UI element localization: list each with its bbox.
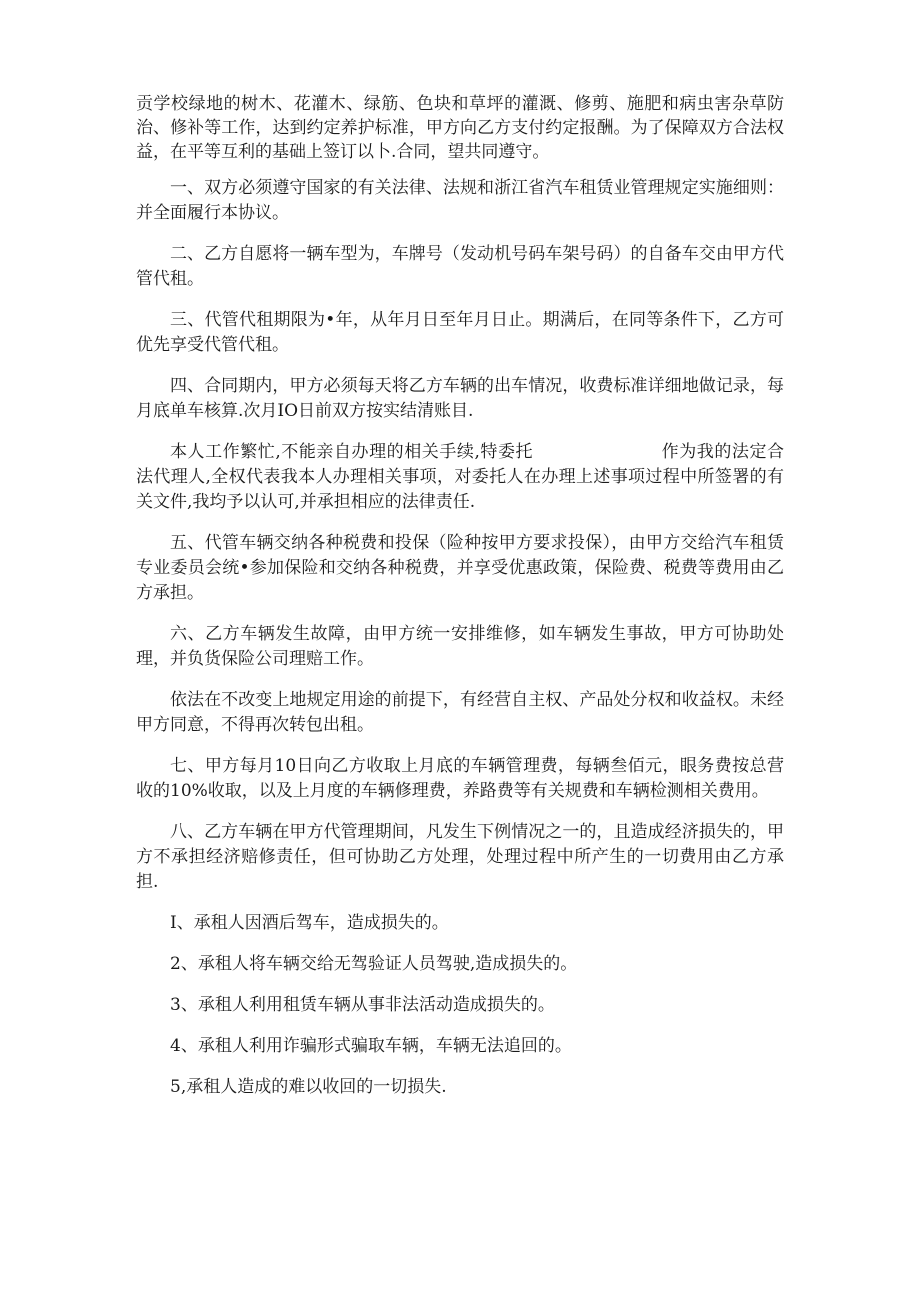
paragraph-clause-6: 六、乙方车辆发生故障，由甲方统一安排维修，如车辆发生事故，甲方可协助处理，并负货保险公司理赔工作。 bbox=[136, 624, 784, 669]
paragraph-clause-5: 五、代管车辆交纳各种税费和投保（险种按甲方要求投保），由甲方交给汽车租赁专业委员会统•参加保险和交纳各种税费，并享受优惠政策，保险费、税费等费用由乙方承担。 bbox=[136, 533, 784, 603]
list-item-1: I、承租人因酒后驾车，造成损失的。 bbox=[170, 913, 449, 933]
paragraph-clause-1: 一、双方必须遵守国家的有关法律、法规和浙江省汽车租赁业管理规定实施细则：并全面履行本协议。 bbox=[136, 178, 784, 223]
paragraph-intro: 贡学校绿地的树木、花灌木、绿筋、色块和草坪的灌溉、修剪、施肥和病虫害杂草防治、修补等工作，达到约定养护标准，甲方向乙方支付约定报酬。为了保障双方合法权益，在平等互利的基础上签订以卜.合同，望共同遵守。 bbox=[136, 94, 784, 162]
authorization-text-after: 作为我的法定合法代理人,全权代表我本人办理相关事项，对委托人在办理上述事项过程中所签署的有关文件,我均予以认可,并承担相应的法律责任. bbox=[136, 442, 785, 512]
paragraph-clause-2: 二、乙方自愿将一辆车型为，车牌号（发动机号码车架号码）的自备车交由甲方代管代租。 bbox=[136, 244, 784, 289]
paragraph-clause-3: 三、代管代租期限为•年，从年月日至年月日止。期满后，在同等条件下，乙方可优先享受代管代租。 bbox=[136, 310, 784, 355]
authorization-text-before: 本人工作繁忙,不能亲自办理的相关手续,特委托 bbox=[170, 442, 534, 462]
list-item-3: 3、承租人利用租赁车辆从事非法活动造成损失的。 bbox=[170, 995, 555, 1015]
list-item-5: 5,承租人造成的难以收回的一切损失. bbox=[170, 1077, 447, 1097]
paragraph-clause-4: 四、合同期内，甲方必须每天将乙方车辆的出车情况，收费标准详细地做记录，每月底单车核算.次月IO日前双方按实结清账目. bbox=[136, 376, 784, 421]
paragraph-clause-8: 八、乙方车辆在甲方代管理期间，凡发生下例情况之一的，且造成经济损失的，甲方不承担经济赔修责任，但可协助乙方处理，处理过程中所产生的一切费用由乙方承担. bbox=[136, 822, 784, 892]
paragraph-authorization bbox=[136, 440, 784, 515]
list-item-4: 4、承租人利用诈骗形式骗取车辆，车辆无法追回的。 bbox=[170, 1036, 572, 1056]
paragraph-land-use: 依法在不改变上地规定用途的前提下，有经营自主权、产品处分权和收益权。未经甲方同意，不得再次转包出租。 bbox=[136, 690, 784, 735]
list-item-2: 2、承租人将车辆交给无驾验证人员驾驶,造成损失的。 bbox=[170, 954, 578, 974]
document-page bbox=[136, 92, 784, 1116]
paragraph-clause-7: 七、甲方每月10日向乙方收取上月底的车辆管理费，每辆叁佰元，眼务费按总营收的10%收取，以及上月度的车辆修理费，养路费等有关规费和车辆检测相关费用。 bbox=[136, 756, 784, 801]
